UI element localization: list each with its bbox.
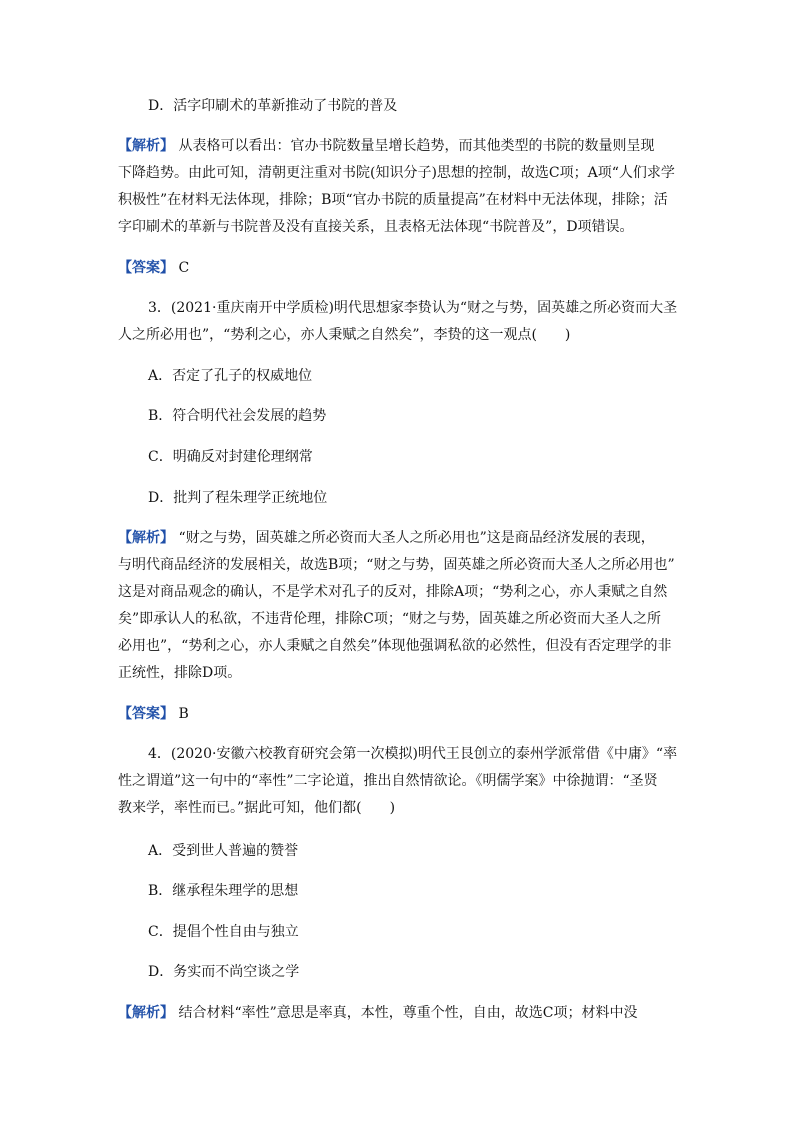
answer-value: B bbox=[178, 706, 189, 722]
q3-analysis-line-6: 正统性，排除D项。 bbox=[118, 665, 242, 681]
q3-option-b: B．符合明代社会发展的趋势 bbox=[148, 408, 327, 424]
analysis-label: 【解析】 bbox=[118, 138, 174, 154]
q3-analysis-line-1: 【解析】 “财之与势，固英雄之所必资而大圣人之所必用也”这是商品经济发展的表现， bbox=[118, 530, 655, 546]
q4-option-a: A．受到世人普遍的赞誉 bbox=[148, 843, 299, 859]
q4-stem-line-1: 4．(2020·安徽六校教育研究会第一次模拟)明代王艮创立的泰州学派常借《中庸》“率 bbox=[148, 746, 678, 762]
answer-label: 【答案】 bbox=[118, 260, 174, 276]
q3-analysis-line-2: 与明代商品经济的发展相关，故选B项；“财之与势，固英雄之所必资而大圣人之所必用也” bbox=[118, 557, 675, 573]
q4-option-d: D．务实而不尚空谈之学 bbox=[148, 964, 300, 980]
q2-option-d: D．活字印刷术的革新推动了书院的普及 bbox=[148, 98, 398, 114]
q3-analysis-line-4: 矣”即承认人的私欲，不违背伦理，排除C项；“财之与势，固英雄之所必资而大圣人之所 bbox=[118, 611, 662, 627]
q4-option-b: B．继承程朱理学的思想 bbox=[148, 883, 299, 899]
q2-analysis-line-2: 下降趋势。由此可知，清朝更注重对书院(知识分子)思想的控制，故选C项；A项“人们求学 bbox=[118, 165, 675, 181]
q3-option-d: D．批判了程朱理学正统地位 bbox=[148, 490, 328, 506]
q3-answer bbox=[118, 704, 189, 724]
q2-analysis-line-1: 【解析】 从表格可以看出：官办书院数量呈增长趋势，而其他类型的书院的数量则呈现 bbox=[118, 138, 655, 154]
answer-label: 【答案】 bbox=[118, 706, 174, 722]
q2-analysis-line-3: 积极性”在材料无法体现，排除；B项“官办书院的质量提高”在材料中无法体现，排除；活 bbox=[118, 192, 668, 208]
q3-stem-line-2: 人之所必用也”，“势利之心，亦人秉赋之自然矣”，李贽的这一观点( ) bbox=[118, 327, 571, 343]
q3-option-c: C．明确反对封建伦理纲常 bbox=[148, 449, 313, 465]
q4-stem-line-3: 教来学，率性而已。”据此可知，他们都( ) bbox=[118, 800, 396, 816]
answer-value: C bbox=[178, 260, 190, 276]
analysis-label: 【解析】 bbox=[118, 530, 174, 546]
q4-stem-line-2: 性之谓道”这一句中的“率性”二字论道，推出自然情欲论。《明儒学案》中徐抛谓：“圣贤 bbox=[118, 773, 658, 789]
q3-analysis-line-5: 必用也”，“势利之心，亦人秉赋之自然矣”体现他强调私欲的必然性，但没有否定理学的非 bbox=[118, 638, 672, 654]
q3-stem-line-1: 3．(2021·重庆南开中学质检)明代思想家李贽认为“财之与势，固英雄之所必资而大圣 bbox=[148, 300, 678, 316]
q4-option-c: C．提倡个性自由与独立 bbox=[148, 924, 299, 940]
q3-analysis-line-3: 这是对商品观念的确认，不是学术对孔子的反对，排除A项；“势利之心，亦人秉赋之自然 bbox=[118, 584, 668, 600]
q2-answer bbox=[118, 258, 189, 278]
analysis-label: 【解析】 bbox=[118, 1005, 174, 1021]
q3-option-a: A．否定了孔子的权威地位 bbox=[148, 368, 313, 384]
q4-analysis-line-1: 【解析】 结合材料“率性”意思是率真，本性，尊重个性，自由，故选C项；材料中没 bbox=[118, 1005, 638, 1021]
q2-analysis-line-4: 字印刷术的革新与书院普及没有直接关系，且表格无法体现“书院普及”，D项错误。 bbox=[118, 219, 634, 235]
